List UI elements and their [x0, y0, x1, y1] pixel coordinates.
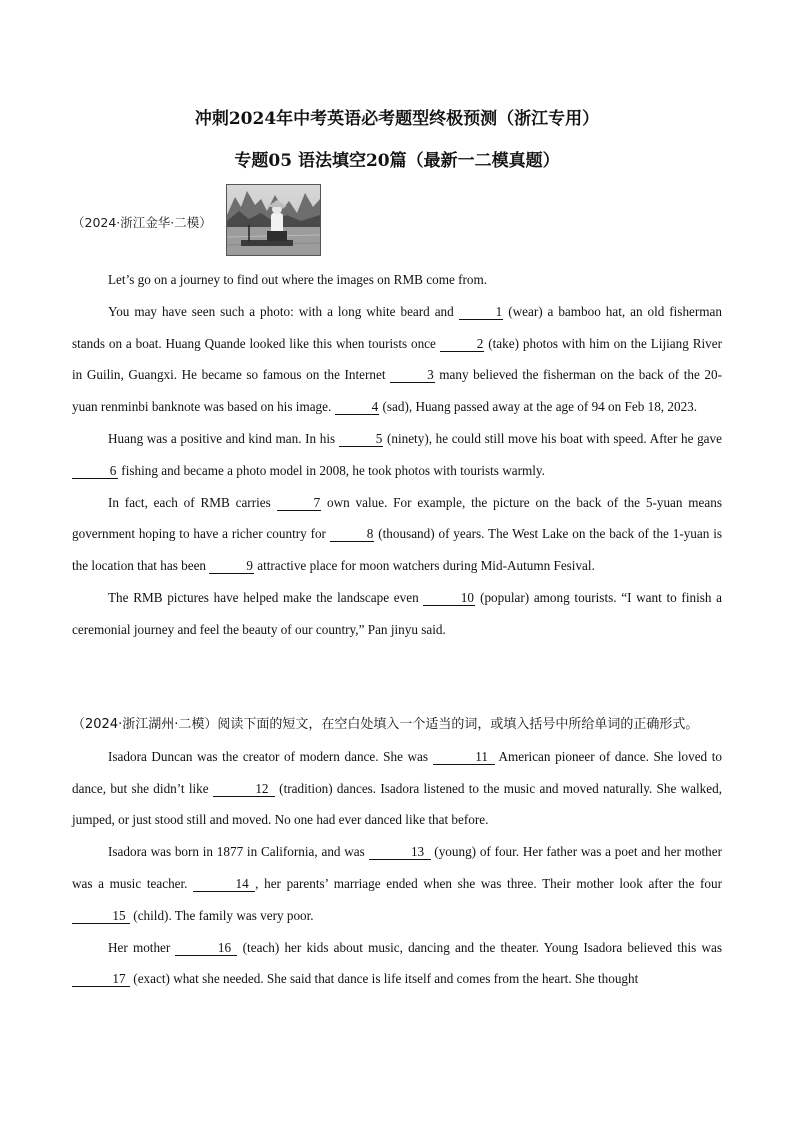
blank-17[interactable]: 17 [72, 971, 130, 987]
passage1-paragraph-2 [72, 296, 722, 423]
blank-13[interactable]: 13 [369, 844, 431, 860]
document-title: 冲刺2024年中考英语必考题型终极预测（浙江专用） [194, 109, 600, 129]
text-run: (young) of four. Her father was a poet and her mother was a music teacher. [72, 844, 723, 891]
text-run: (teach) her kids about music, dancing and the theater. Young Isadora believed this was [237, 939, 722, 955]
text-run: You may have seen such a photo: with a long white beard and [108, 303, 459, 319]
blank-15[interactable]: 15 [72, 908, 130, 924]
blank-10[interactable]: 10 [423, 590, 475, 606]
text-run: fishing and became a photo model in 2008, he took photos with tourists warmly. [118, 462, 545, 478]
blank-5[interactable]: 5 [339, 431, 384, 447]
passage2-instructions: （2024·浙江湖州·二模）阅读下面的短文，在空白处填入一个适当的词，或填入括号中所给单词的正确形式。 [72, 717, 699, 732]
blank-16[interactable]: 16 [175, 940, 237, 956]
text-run: (tradition) dances. Isadora listened to the music and moved naturally. She walked, jumped, or just stood still and moved. No one had ever danced like that before. [72, 780, 722, 828]
text-run: (child). The family was very poor. [130, 907, 314, 923]
text-run: attractive place for moon watchers during Mid-Autumn Fesival. [253, 558, 595, 574]
passage1-paragraph-3 [72, 423, 722, 487]
text-run: own value. For example, the picture on the back of the 5-yuan means government hoping to have a richer country for [72, 494, 722, 542]
text-run: (sad), Huang passed away at the age of 94 on Feb 18, 2023. [379, 399, 698, 415]
blank-11[interactable]: 11 [433, 749, 495, 765]
text-run: (popular) among tourists. “I want to finish a ceremonial journey and feel the beauty of our country,” Pan jinyu said. [72, 589, 723, 637]
text-run: In fact, each of RMB carries [108, 494, 277, 510]
text-run: American pioneer of dance. She loved to dance, but she didn’t like [72, 748, 723, 796]
text-run: Her mother [108, 939, 176, 955]
passage1-paragraph-4 [72, 487, 722, 582]
document-subtitle: 专题05 语法填空20篇（最新一二模真题） [234, 151, 560, 171]
passage1-body [72, 264, 722, 646]
blank-12[interactable]: 12 [213, 781, 275, 797]
text-run: many believed the fisherman on the back of the 20-yuan renminbi banknote was based on his image. [72, 367, 722, 415]
text-run: (ninety), he could still move his boat with speed. After he gave [383, 430, 722, 446]
blank-2[interactable]: 2 [440, 336, 485, 352]
blank-7[interactable]: 7 [277, 495, 322, 511]
blank-8[interactable]: 8 [330, 526, 375, 542]
text-run: The RMB pictures have helped make the landscape even [108, 589, 424, 605]
fisherman-photo [226, 184, 321, 256]
text-run: (exact) what she needed. She said that dance is life itself and comes from the heart. She thought [130, 971, 639, 987]
text-run: Isadora was born in 1877 in California, and was [108, 844, 369, 860]
passage2-body [72, 709, 722, 995]
text-run: (thousand) of years. The West Lake on the back of the 1-yuan is the location that has been [72, 526, 722, 574]
text-run: Huang was a positive and kind man. In his [108, 430, 339, 446]
blank-1[interactable]: 1 [459, 304, 504, 320]
passage2-paragraph-1 [72, 741, 722, 836]
passage1-paragraph-1: Let’s go on a journey to find out where the images on RMB come from. [108, 272, 488, 287]
passage1-paragraph-5 [72, 582, 722, 646]
text-run: , her parents’ marriage ended when she was three. Their mother look after the four [255, 875, 722, 891]
passage2-paragraph-3 [72, 932, 722, 996]
text-run: Isadora Duncan was the creator of modern dance. She was [108, 748, 433, 764]
blank-6[interactable]: 6 [72, 463, 118, 479]
blank-4[interactable]: 4 [335, 399, 380, 415]
passage2-paragraph-2 [72, 836, 722, 931]
blank-3[interactable]: 3 [390, 367, 435, 383]
text-run: (wear) a bamboo hat, an old fisherman stands on a boat. Huang Quande looked like this when tourists once [72, 303, 722, 351]
blank-14[interactable]: 14 [193, 876, 255, 892]
blank-9[interactable]: 9 [209, 558, 254, 574]
text-run: (take) photos with him on the Lijiang River in Guilin, Guangxi. He became so famous on the Internet [72, 335, 722, 383]
passage1-source: （2024·浙江金华·二模） [72, 215, 212, 230]
